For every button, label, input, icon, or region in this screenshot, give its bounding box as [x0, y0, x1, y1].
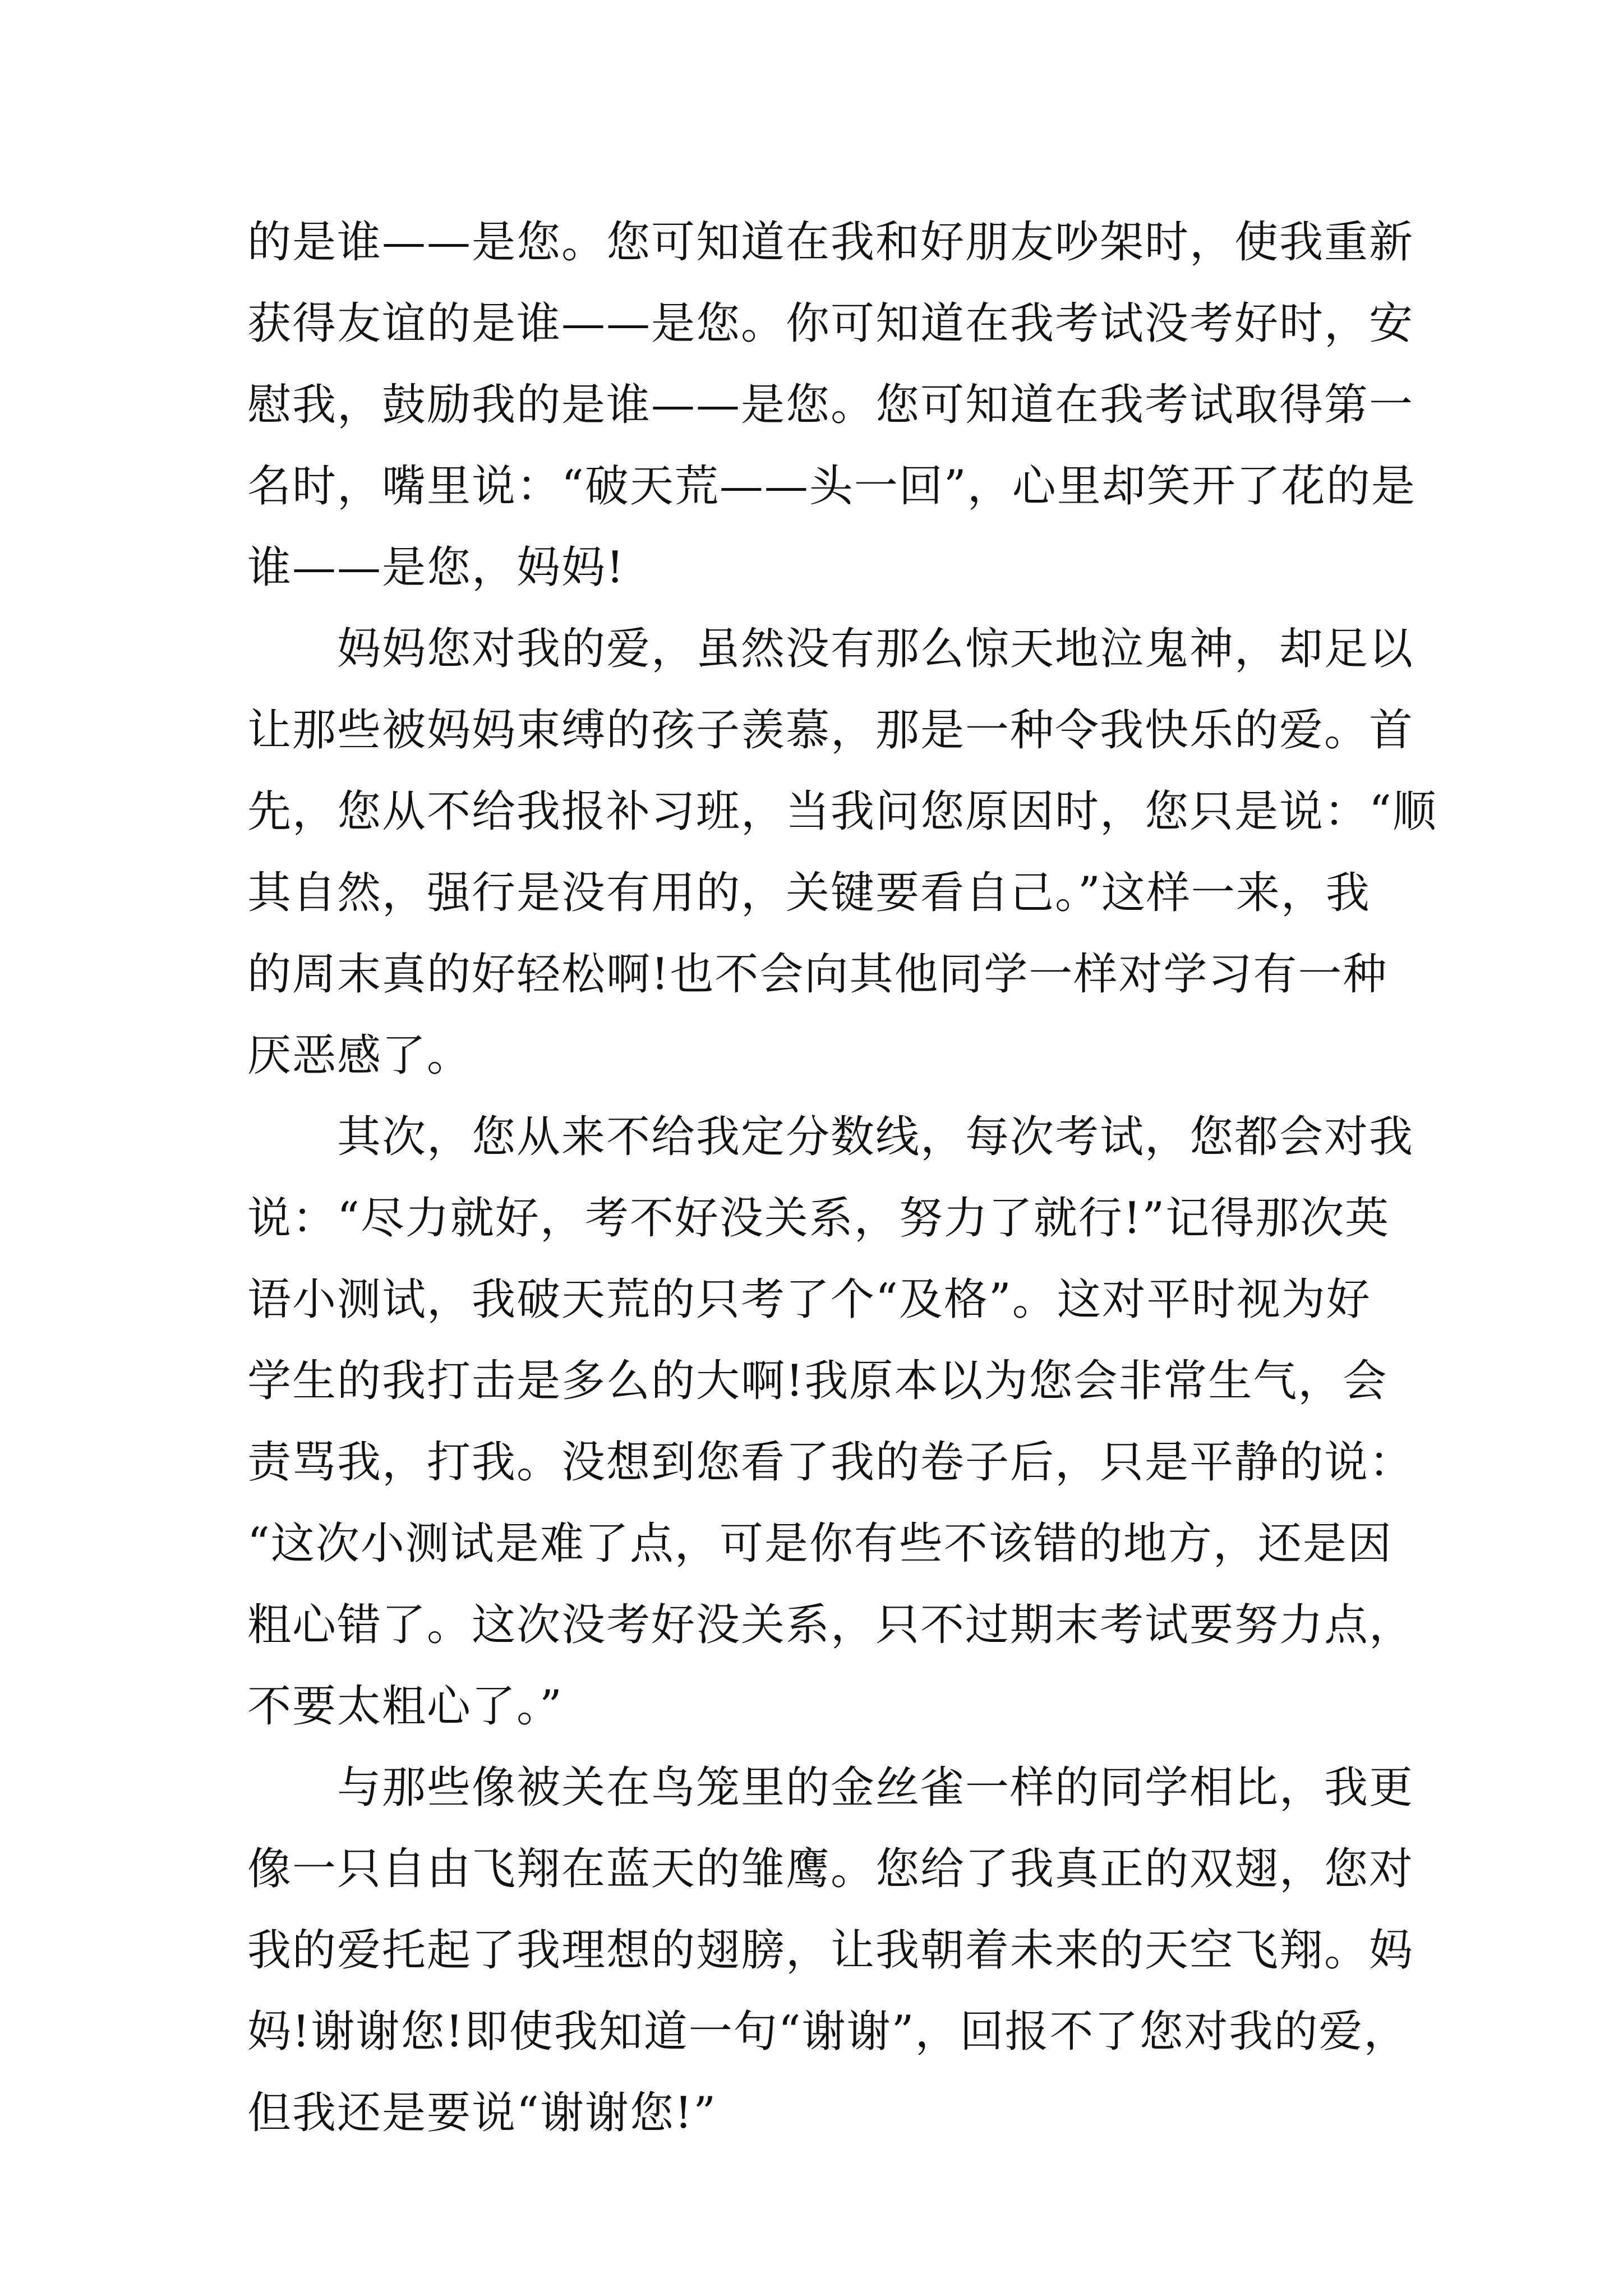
text-line: 让那些被妈妈束缚的孩子羡慕，那是一种令我快乐的爱。首 — [247, 705, 1414, 756]
text-line: 说：“尽力就好，考不好没关系，努力了就行!”记得那次英 — [247, 1193, 1390, 1244]
paragraph-3 — [247, 1097, 1414, 1747]
paragraph-4 — [247, 1747, 1414, 2154]
text-line: 妈!谢谢您!即使我知道一句“谢谢”，回报不了您对我的爱， — [247, 2007, 1409, 2057]
text-line: 责骂我，打我。没想到您看了我的卷子后，只是平静的说： — [247, 1437, 1414, 1488]
text-line: 我的爱托起了我理想的翅膀，让我朝着未来的天空飞翔。妈 — [247, 1925, 1414, 1976]
text-line: 但我还是要说“谢谢您!” — [247, 2088, 717, 2138]
paragraph-1 — [247, 202, 1416, 609]
text-line: 慰我，鼓励我的是谁——是您。您可知道在我考试取得第一 — [247, 380, 1414, 430]
text-line: 的是谁——是您。您可知道在我和好朋友吵架时，使我重新 — [247, 217, 1414, 268]
paragraph-2 — [247, 609, 1437, 1097]
text-line: 妈妈您对我的爱，虽然没有那么惊天地泣鬼神，却足以 — [337, 624, 1414, 674]
text-line: 名时，嘴里说：“破天荒——头一回”，心里却笑开了花的是 — [247, 461, 1416, 512]
document-body — [247, 202, 1437, 2154]
text-line: 粗心错了。这次没考好没关系，只不过期末考试要努力点， — [247, 1600, 1414, 1650]
text-line: “这次小测试是难了点，可是你有些不该错的地方，还是因 — [247, 1519, 1393, 1569]
text-line: 像一只自由飞翔在蓝天的雏鹰。您给了我真正的双翅，您对 — [247, 1844, 1414, 1894]
text-line: 谁——是您，妈妈! — [247, 542, 625, 593]
text-line: 的周末真的好轻松啊!也不会向其他同学一样对学习有一种 — [247, 949, 1388, 1000]
text-line: 厌恶感了。 — [247, 1030, 472, 1081]
text-line: 先，您从不给我报补习班，当我问您原因时，您只是说：“顺 — [247, 786, 1437, 837]
text-line: 学生的我打击是多么的大啊!我原本以为您会非常生气，会 — [247, 1356, 1388, 1406]
text-line: 其自然，强行是没有用的，关键要看自己。”这样一来，我 — [247, 868, 1371, 918]
text-line: 其次，您从来不给我定分数线，每次考试，您都会对我 — [337, 1112, 1414, 1162]
text-line: 语小测试，我破天荒的只考了个“及格”。这对平时视为好 — [247, 1274, 1371, 1325]
text-line: 获得友谊的是谁——是您。你可知道在我考试没考好时，安 — [247, 298, 1414, 349]
text-line: 与那些像被关在鸟笼里的金丝雀一样的同学相比，我更 — [337, 1763, 1414, 1813]
text-line: 不要太粗心了。” — [247, 1681, 563, 1732]
